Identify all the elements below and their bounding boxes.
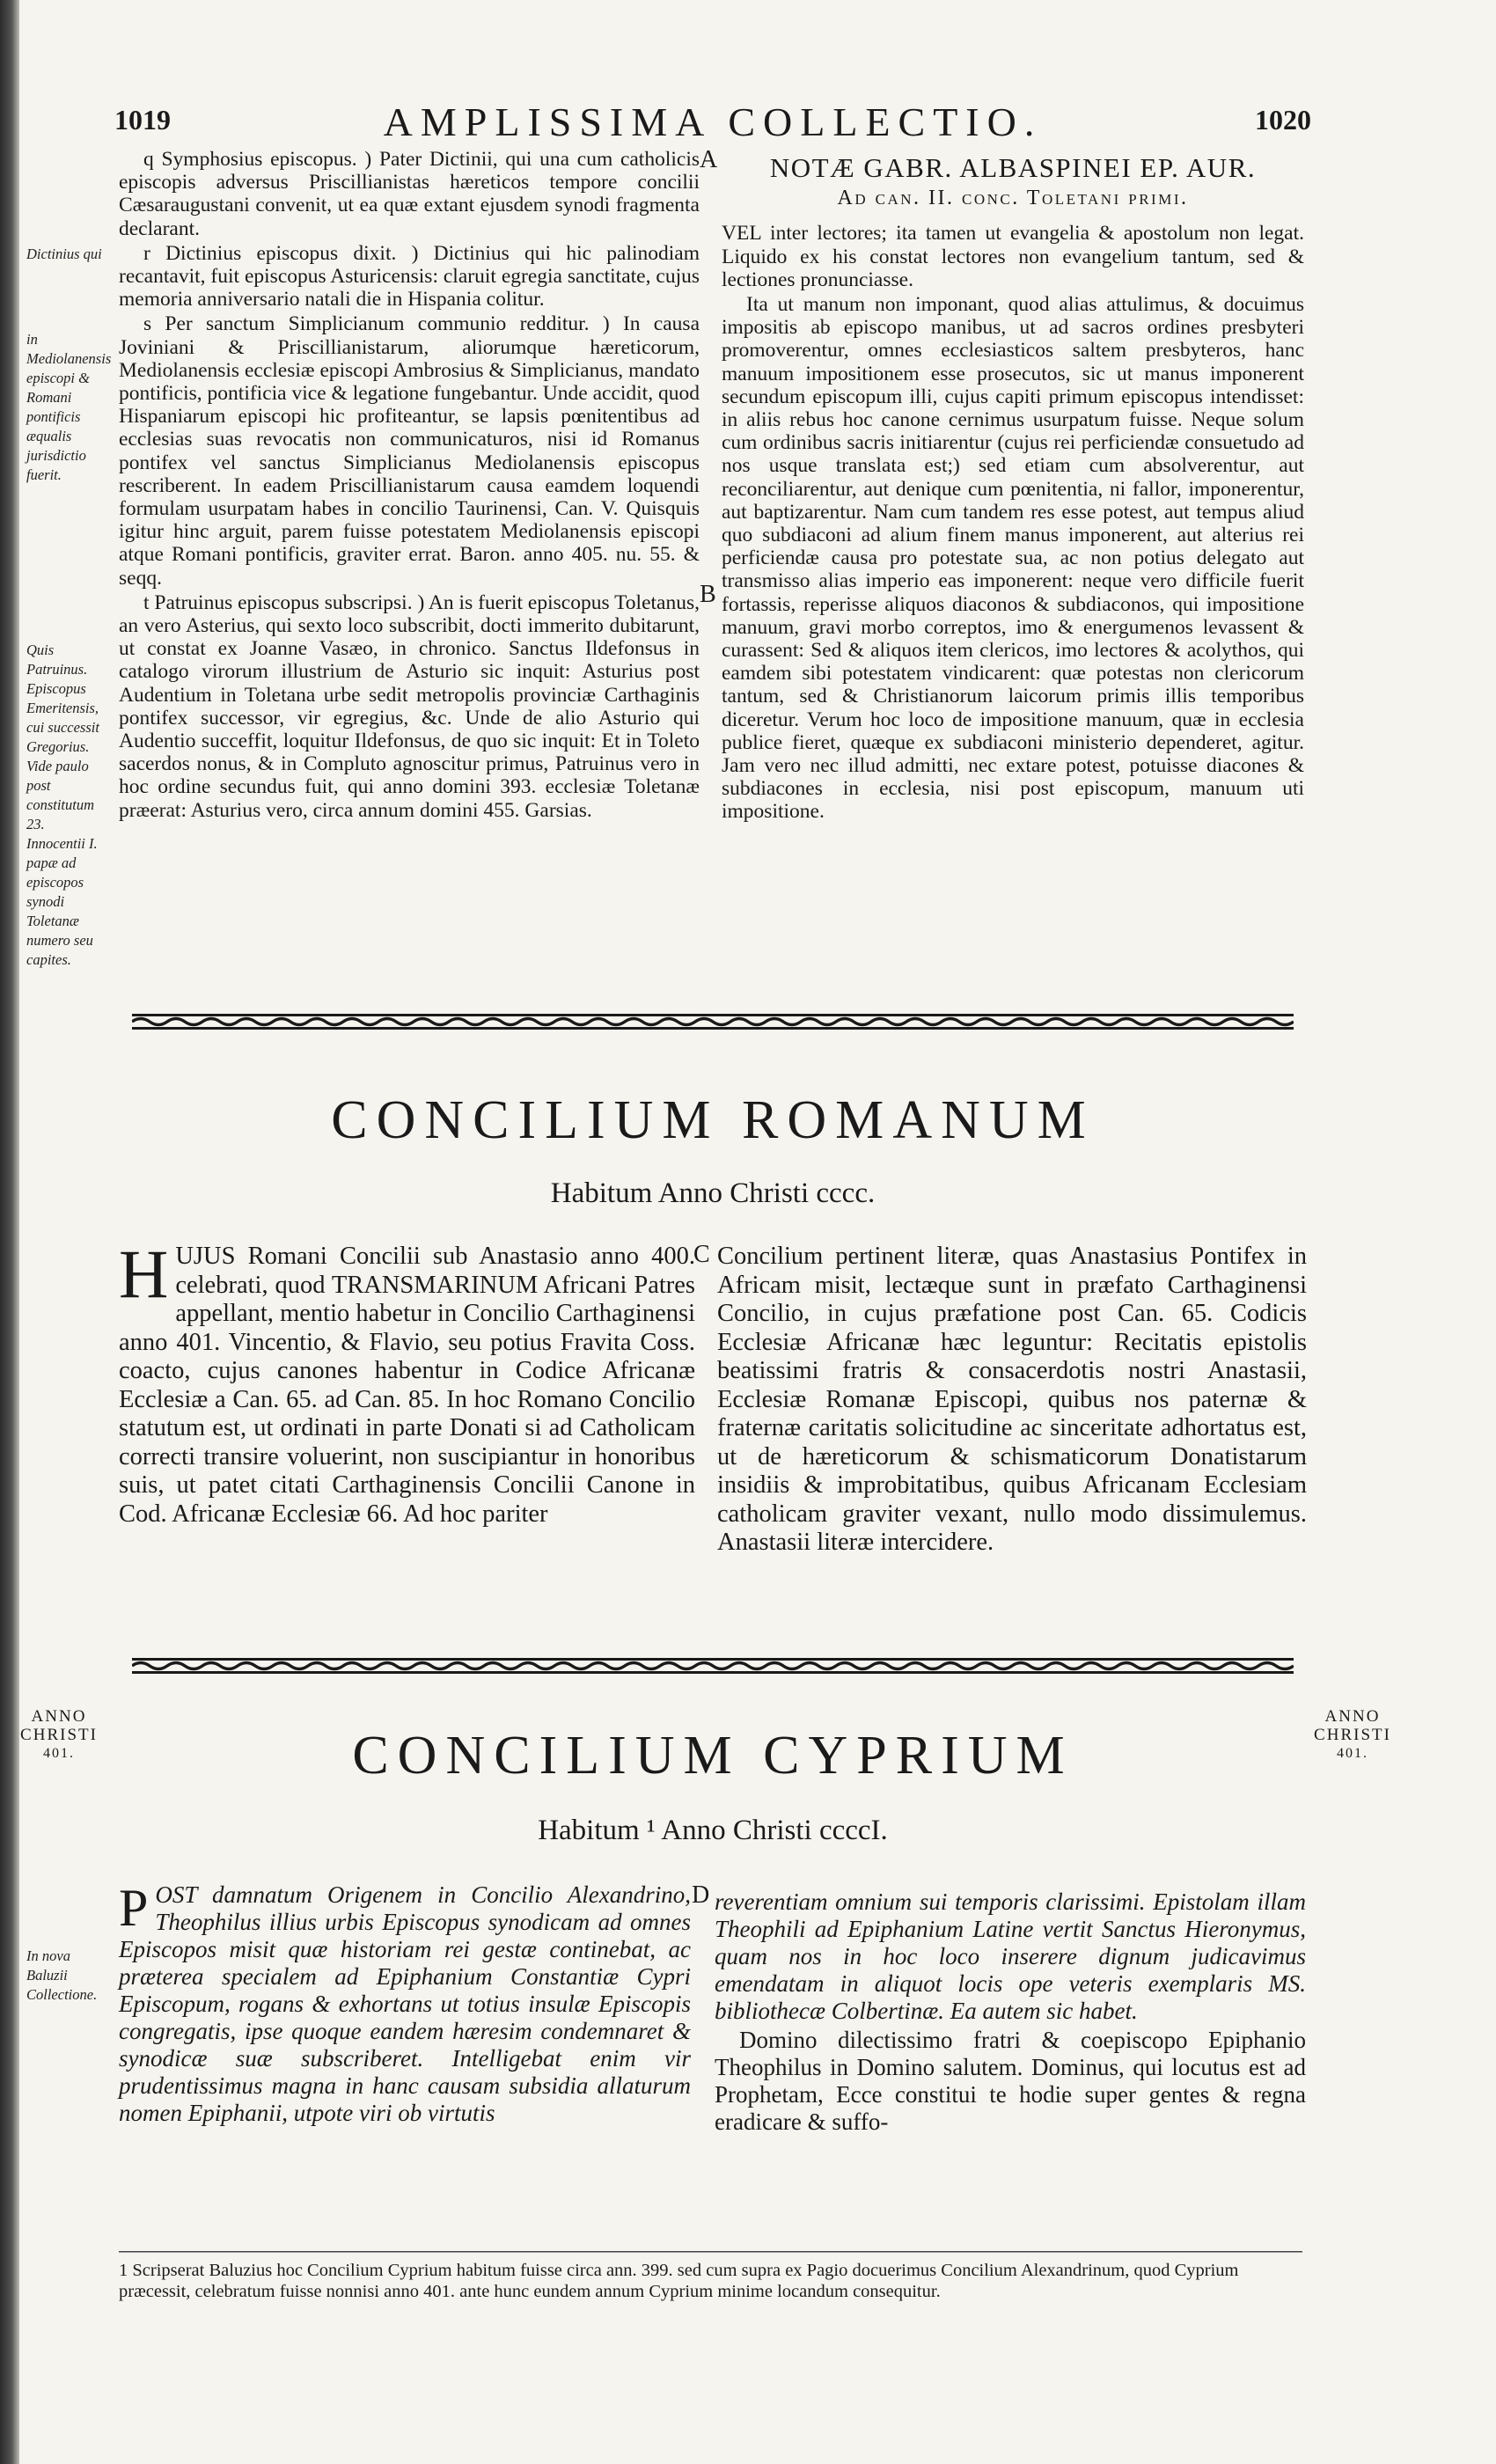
romanum-column-right	[717, 1243, 1307, 1559]
margin-marker-a: A	[700, 146, 718, 173]
anno-left-line-3: 401.	[43, 1746, 75, 1761]
notes-column-right	[722, 152, 1304, 825]
notes-subtitle: Ad can. II. conc. Toletani primi.	[837, 187, 1189, 210]
anno-left-line-2: CHRISTI	[20, 1726, 98, 1744]
romanum-left-body: UJUS Romani Concilii sub Anastasio anno 400. celebrati, quod TRANSMARINUM Africani Patres appellant, mentio habetur in Concilio Carthaginensi anno 401. Vincentio, & Flavio, seu potius Fravita Coss. coacto, cujus canones habentur in Codice Africanæ Ecclesiæ a Can. 65. ad Can. 85. In hoc Romano Concilio statutum est, ut ordinati in parte Donati si ad Catholicam correcti transire voluerint, non suscipiantur in honoribus suis, ut patet citati Carthaginensis Concilii Canone in Cod. Africanæ Ecclesiæ 66. Ad hoc pariter	[119, 1243, 695, 1528]
footnote-r: r Dictinius episcopus dixit. ) Dictinius qui hic palinodiam recantavit, fuit episcopus Asturicensis: claruit egregia sanctitate, cujus memoria anniversario natali die in Hispania colitur.	[119, 241, 700, 312]
footnote-baluzius: 1 Scripserat Baluzius hoc Concilium Cyprium habitum fuisse circa ann. 399. sed cum supra ex Pagio docuerimus Concilium Alexandrinum, quod Cyprium præcessit, celebratum fuisse nonnisi anno 401. ante hunc eundem annum Cyprium minime locandum consequitur.	[119, 2261, 1239, 2301]
margin-marker-b: B	[700, 581, 716, 608]
anno-right-line-1: ANNO	[1324, 1707, 1381, 1726]
running-header	[114, 99, 1311, 151]
margin-marker-d: D	[692, 1881, 710, 1909]
footnote-t: t Patruinus episcopus subscripsi. ) An is fuerit episcopus Toletanus, an vero Asterius, qui sexto loco subscribit, docti immerito dubitarunt, ut constat ex Joanne Vasæo, in chronico. Sanctus Ildefonsus in catalogo virorum illustrium de Asturio sic inquit: Asturius post Audentium in Toletana urbe sedit metropolis provinciæ Carthaginis pontifex successor, vir egregius, &c. Unde de alio Asturio qui Audentio succeffit, loquitur Ildefonsus, de quo sic inquit: Et in Toleto sacerdos nonus, & in Compluto agnoscitur primus, Patruinus vero in hoc ordine secundus fuit, qui anno domini 393. ecclesiæ Toletanæ præerat: Asturius vero, circa annum domini 455. Garsias.	[119, 590, 700, 822]
anno-label-left	[19, 1707, 99, 1763]
romanum-column-left	[119, 1236, 695, 1530]
footnote-separator	[119, 2251, 1302, 2255]
cyprium-left-body: OST damnatum Origenem in Concilio Alexandrino, Theophilus illius urbis Episcopus synodicam ad omnes Episcopos misit quæ historiam rei gestæ continebat, ac præterea specialem ad Epiphanium Constantiæ Cypri Episcopum, rogans & exhortans ut totius insulæ Episcopis congregatis, ipse quoque eandem hæresim condemnaret & synodicæ suæ subscriberet. Intelligebat enim vir prudentissimus magna in hanc causam subsidia allaturum nomen Epiphanii, utpote viri ob virtutis	[119, 1881, 691, 2126]
section-title-romanum: CONCILIUM ROMANUM	[331, 1090, 1095, 1150]
notes-paragraph-1: VEL inter lectores; ita tamen ut evangelia & apostolum non legat. Liquido ex his constat lectores non evangelium tantum, sed & lectiones pronunciasse.	[722, 222, 1304, 291]
ornamental-divider-1	[132, 1012, 1294, 1031]
section-subtitle-cyprium: Habitum ¹ Anno Christi ccccI.	[538, 1815, 888, 1846]
ornamental-divider-2	[132, 1656, 1294, 1676]
running-title: AMPLISSIMA COLLECTIO.	[383, 99, 1043, 144]
cyprium-right-text-1: reverentiam omnium sui temporis clarissimi. Epistolam illam Theophili ad Epiphanium Latine vertit Sanctus Hieronymus, quam nos in hoc loco inserere dignum judicavimus emendatam in aliquot locis ope veteris exemplaris MS. bibliothecæ Colbertinæ. Ea autem sic habet.	[715, 1888, 1306, 2024]
margin-gloss-baluzius: In nova Baluzii Collectione.	[26, 1947, 98, 2003]
cyprium-column-left	[119, 1881, 691, 2129]
drop-cap-p: P	[119, 1879, 149, 1937]
anno-right-line-3: 401.	[1337, 1746, 1368, 1761]
romanum-left-text	[119, 1236, 695, 1529]
book-binding-shadow	[0, 0, 19, 2464]
notes-title: NOTÆ GABR. ALBASPINEI EP. AUR.	[769, 152, 1257, 183]
page-number-right: 1020	[1255, 104, 1311, 136]
cyprium-left-text	[119, 1881, 691, 2127]
margin-gloss-patruinus: Quis Patruinus. Episcopus Emeritensis, cui successit Gregorius. Vide paulo post constitutum 23. Innocentii I. papæ ad episcopos synodi Toletanæ numero seu capites.	[26, 642, 99, 968]
anno-left-line-1: ANNO	[31, 1707, 87, 1726]
romanum-right-text: Concilium pertinent literæ, quas Anastasius Pontifex in Africam misit, lectæque sunt in præfato Carthaginensi Concilio, in cujus præfatione post Can. 65. Codicis Ecclesiæ Africanæ hæc leguntur: Recitatis epistolis beatissimi fratris & consacerdotis nostri Anastasii, Ecclesiæ Romanæ Episcopi, quibus nos paternæ & fraternæ caritatis solicitudine ac sinceritate adhortatus est, ut de hæreticorum & schismaticorum Donatistarum insidiis & improbitatibus, quibus Africanam Ecclesiam catholicam graviter vexant, nullo modo dissimulemus. Anastasii literæ intercidere.	[717, 1243, 1307, 1556]
page-number-left: 1019	[114, 104, 171, 136]
cyprium-column-right	[715, 1888, 1306, 2138]
footnote-q: q Symphosius episcopus. ) Pater Dictinii, qui una cum catholicis episcopis adversus Priscillianistas hæreticos tempore concilii Cæsaraugustani convenit, ut ea quæ extant ejusdem synodi fragmenta declarant.	[119, 148, 700, 240]
footnotes-column-left	[119, 148, 700, 824]
margin-gloss-dictinius: Dictinius qui	[26, 246, 102, 262]
notes-paragraph-2: Ita ut manum non imponant, quod alias attulimus, & docuimus impositis ab episcopo manibus, ut ad sacros ordines presbyteri promoverentur, omnes ecclesiasticos saltem presbyteros, hanc manuum impositionem esse prosecutos, sic ut manus imponerent secundum episcopum illi, cujus capiti primum episcopus intendisset: in aliis rebus hoc canone cernimus usurpatum fuisse. Neque solum cum ordinibus sacris initiarentur (cujus rei perficiendæ consuetudo ad nos usque translata est;) sed etiam cum absolverentur, aut reconciliarentur, aut denique cum pœnitentia, ni fallor, imponerentur, aut baptizarentur. Nam cum tandem res esse potest, aut tempus aliud quo subdiaconi ad alium finem manus imponerent, aut alterius rei perficiendæ causa pro potestate sua, ac non potius delegato aut transmisso alias imperio eas imponerent: neque vero difficile fuerit fortassis, reperisse aliquos diaconos & subdiaconos, qui impositione manuum, gravi morbo correptos, imo & energumenos levassent & curassent: Sed & aliquos item clericos, imo lectores & acolythos, qui eamdem sibi potestatem vindicarent: quæ potestas non clericorum tantum, sed & Christianorum laicorum primis illis temporibus diceretur. Verum hoc loco de impositione manuum, quæ in ecclesia publice fieret, quæque ex subdiaconi ministerio dependeret, agitur. Jam vero nec illud admitti, nec extare potest, potuisse diacones & subdiacones in ecclesia, nisi post episcopum, manuum uti impositione.	[722, 293, 1304, 824]
margin-gloss-mediolanensis: in Mediolanensis episcopi & Romani pontificis æqualis jurisdictio fuerit.	[26, 331, 112, 483]
anno-label-right	[1313, 1707, 1392, 1763]
drop-cap-h: H	[119, 1236, 169, 1312]
margin-marker-c: C	[693, 1241, 710, 1268]
anno-right-line-2: CHRISTI	[1314, 1726, 1391, 1744]
section-subtitle-romanum: Habitum Anno Christi cccc.	[550, 1177, 876, 1209]
section-title-cyprium: CONCILIUM CYPRIUM	[352, 1726, 1074, 1786]
footnote-s: s Per sanctum Simplicianum communio redditur. ) In causa Joviniani & Priscillianistarum, aliorumque hæreticorum, Mediolanensis ecclesiæ episcopi Ambrosius & Simplicianus, mandato pontificis, pontificia vice & legatione fungebantur. Unde accidit, quod Hispaniarum episcopi hic profiteantur, se lapsis pœnitentibus ad ecclesias suas revocatis non communicaturos, nisi id Romanus pontifex vel sanctus Simplicianus Mediolanensis episcopus rescriberent. In eadem Priscillianistarum causa eamdem loquendi formulam usurpatam habes in concilio Taurinensi, Can. V. Quisquis igitur hinc arguit, parem fuisse potestatem Mediolanensis episcopi atque Romani pontificis, graviter errat. Baron. anno 405. nu. 55. & seqq.	[119, 312, 700, 590]
cyprium-right-text-2: Domino dilectissimo fratri & coepiscopo Epiphanio Theophilus in Domino salutem. Dominus, qui locutus est ad Prophetam, Ecce constitui te hodie super gentes & regna eradicare & suffo-	[715, 2027, 1306, 2135]
